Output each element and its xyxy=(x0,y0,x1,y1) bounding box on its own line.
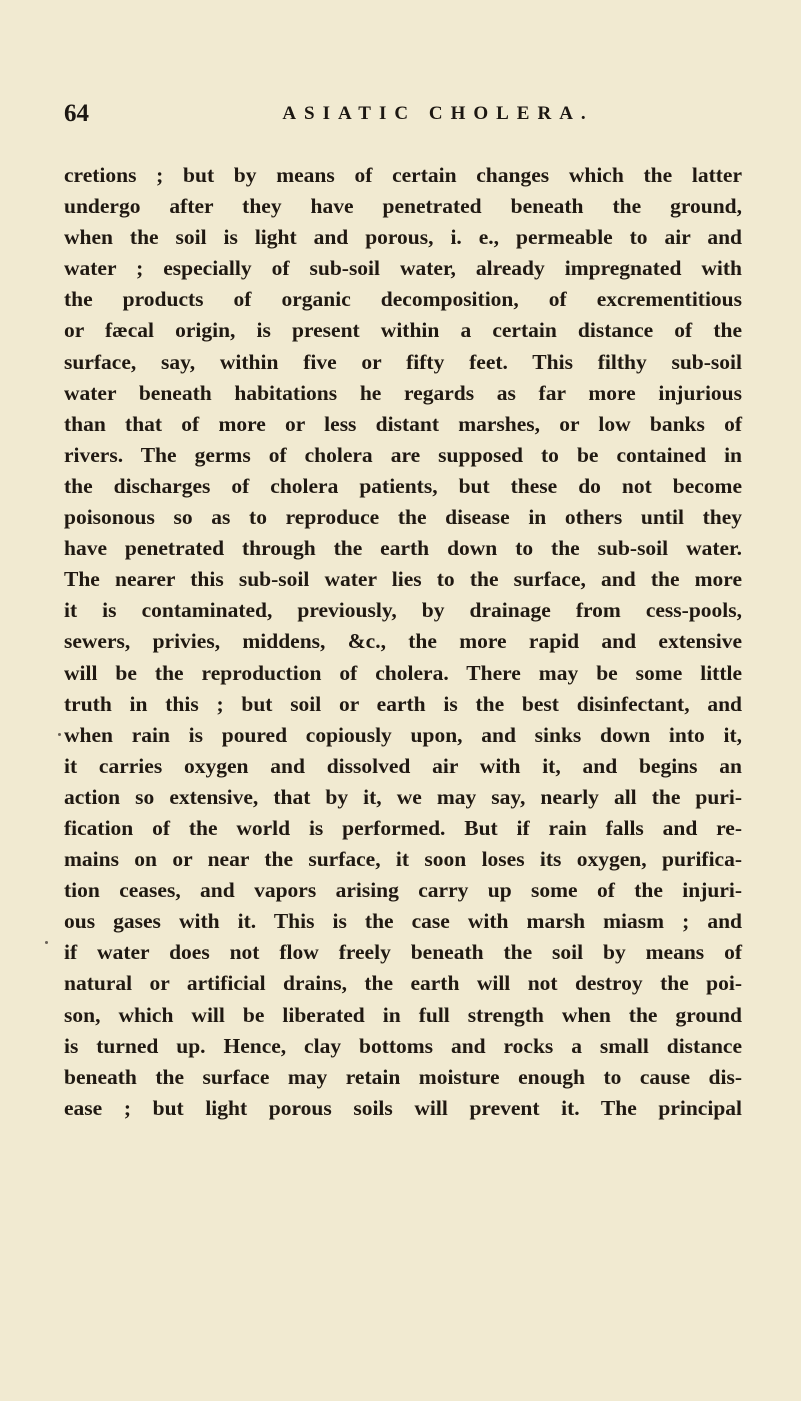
running-head xyxy=(64,96,742,132)
text-line: will be the reproduction of cholera. There may be some little xyxy=(64,660,742,685)
text-line: beneath the surface may retain moisture enough to cause dis- xyxy=(64,1064,742,1089)
text-line: action so extensive, that by it, we may say, nearly all the puri- xyxy=(64,784,742,809)
paper-speck xyxy=(45,941,48,944)
text-line: the products of organic decomposition, of excrementitious xyxy=(64,287,742,312)
text-line: when the soil is light and porous, i. e., permeable to air and xyxy=(64,225,742,250)
text-line: fication of the world is performed. But if rain falls and re- xyxy=(64,815,742,840)
text-line: mains on or near the surface, it soon loses its oxygen, purifica- xyxy=(64,847,742,872)
text-line: rivers. The germs of cholera are supposed to be contained in xyxy=(64,442,742,467)
text-line: it carries oxygen and dissolved air with it, and begins an xyxy=(64,753,742,778)
text-line: surface, say, within five or fifty feet. This filthy sub-soil xyxy=(64,349,742,374)
text-line: ous gases with it. This is the case with marsh miasm ; and xyxy=(64,909,742,934)
text-line: ease ; but light porous soils will prevent it. The principal xyxy=(64,1095,742,1120)
text-line: poisonous so as to reproduce the disease in others until they xyxy=(64,505,742,530)
text-line: is turned up. Hence, clay bottoms and rocks a small distance xyxy=(64,1033,742,1058)
text-line: water ; especially of sub-soil water, already impregnated with xyxy=(64,256,742,281)
text-line: or fæcal origin, is present within a certain distance of the xyxy=(64,318,742,343)
text-line: sewers, privies, middens, &c., the more rapid and extensive xyxy=(64,629,742,654)
text-line: cretions ; but by means of certain changes which the latter xyxy=(64,163,742,187)
text-line: it is contaminated, previously, by drainage from cess-pools, xyxy=(64,598,742,623)
text-line: son, which will be liberated in full strength when the ground xyxy=(64,1002,742,1027)
text-line: undergo after they have penetrated beneath the ground, xyxy=(64,194,742,219)
text-line: than that of more or less distant marshes, or low banks of xyxy=(64,411,742,436)
text-line: have penetrated through the earth down to the sub-soil water. xyxy=(64,536,742,561)
text-line: water beneath habitations he regards as far more injurious xyxy=(64,380,742,405)
text-line: the discharges of cholera patients, but these do not become xyxy=(64,473,742,498)
text-line: tion ceases, and vapors arising carry up some of the injuri- xyxy=(64,878,742,903)
text-line: if water does not flow freely beneath the soil by means of xyxy=(64,940,742,965)
text-line: natural or artificial drains, the earth will not destroy the poi- xyxy=(64,971,742,996)
text-line: when rain is poured copiously upon, and sinks down into it, xyxy=(64,722,742,747)
paper-speck xyxy=(58,733,61,736)
body-text xyxy=(64,160,742,1124)
text-line: truth in this ; but soil or earth is the best disinfectant, and xyxy=(64,691,742,716)
page-number: 64 xyxy=(64,100,89,127)
running-title: ASIATIC CHOLERA. xyxy=(282,103,594,124)
text-line: The nearer this sub-soil water lies to the surface, and the more xyxy=(64,567,742,592)
